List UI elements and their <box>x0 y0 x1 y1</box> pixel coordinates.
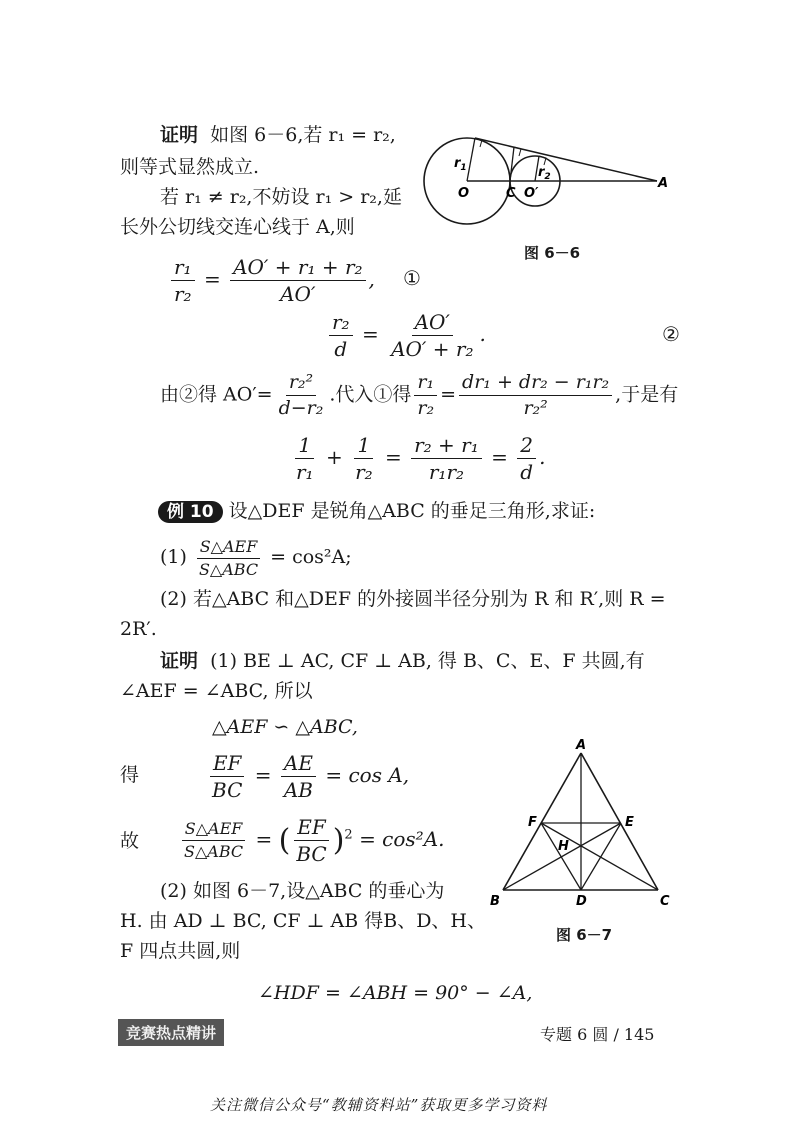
proof1-line4: 长外公切线交连心线于 A,则 <box>120 216 355 238</box>
eq3-frac3: $\frac{\text{dr₁ + dr₂ − r₁r₂}}{\text{r₂²}}$ <box>459 372 612 419</box>
equation-1: $\frac{\text{r₁}}{\text{r₂}}$ = $\frac{\text{AO′ + r₁ + r₂}}{AO'}$ , <box>168 256 375 305</box>
example-10-heading: 例 10 设△DEF 是锐角△ABC 的垂足三角形,求证: <box>158 500 595 523</box>
proof2-line5: H. 由 AD ⊥ BC, CF ⊥ AB 得B、D、H、 <box>120 910 487 932</box>
label-H: H <box>558 839 569 854</box>
radius-r1 <box>467 138 475 181</box>
eq2-rhs: $\frac{AO'}{\text{AO′ + r₂}}$ <box>391 310 474 361</box>
proof-label: 证明 <box>160 124 199 146</box>
figure-6-7 <box>488 735 678 910</box>
equation-1-marker: ① <box>403 266 421 290</box>
label-C: C <box>506 186 516 201</box>
label-r2: $r_2$ <box>538 165 551 182</box>
label-Oprime: O′ <box>524 186 539 201</box>
proof2-gu-equation: $\frac{\text{S△AEF}}{\text{S△ABC}}$ = ( $\frac{EF}{BC}$ )$^2$ = cos²A. <box>178 816 445 865</box>
proof2-line6: F 四点共圆,则 <box>120 940 241 962</box>
segment-FD <box>541 823 581 890</box>
label-A: A <box>576 738 587 753</box>
equation-3: 由②得 AO′= $\frac{\text{r₂²}}{\text{d−r₂}}$ .代入①得 $\frac{\text{r₁}}{\text{r₂}}$ = $\frac{\text{dr₁ + dr₂ − r₁r₂}}{\text{r₂²}}$ ,于是有 <box>160 371 679 419</box>
label-D: D <box>576 894 587 909</box>
altitude-CF <box>541 823 658 890</box>
example-10-part1: (1) $\frac{\text{S△AEF}}{\text{S△ABC}}$ = cos²A; <box>160 537 352 579</box>
tangent-line <box>475 138 657 181</box>
proof2-label: 证明 <box>160 650 199 672</box>
eq3-frac1: $\frac{\text{r₂²}}{\text{d−r₂}}$ <box>278 371 324 419</box>
figure-6-7-caption: 图 6－7 <box>556 926 613 944</box>
proof2-line7: ∠HDF = ∠ABH = 90° − ∠A, <box>258 982 533 1004</box>
equation-2: $\frac{\text{r₂}}{d}$ = $\frac{AO'}{\text{AO′ + r₂}}$ . <box>326 311 486 360</box>
label-O: O <box>458 186 470 201</box>
figure-6-6-caption: 图 6－6 <box>524 244 581 262</box>
footer-page-info: 专题 6 圆 / 145 <box>540 1025 655 1044</box>
eq2-lhs: $\frac{\text{r₂}}{d}$ <box>329 311 353 360</box>
altitude-BE <box>503 823 621 890</box>
equation-2-marker: ② <box>662 322 680 346</box>
footer-series-tag: 竞赛热点精讲 <box>118 1019 224 1046</box>
eq1-lhs: $\frac{\text{r₁}}{\text{r₂}}$ <box>171 256 195 305</box>
proof2-line2: ∠AEF = ∠ABC, 所以 <box>120 680 313 702</box>
proof2-de-equation: $\frac{EF}{BC}$ = $\frac{AE}{AB}$ = cos A, <box>206 752 409 801</box>
label-r1: $r_1$ <box>454 156 467 173</box>
proof2-line3: △AEF ∽ △ABC, <box>212 716 358 738</box>
label-F: F <box>528 815 537 830</box>
mid-tangent <box>510 147 514 181</box>
example-badge: 例 10 <box>158 501 223 523</box>
right-angle-2 <box>514 147 521 156</box>
bottom-watermark-note: 关注微信公众号“教辅资料站”获取更多学习资料 <box>210 1096 548 1114</box>
proof2-line4: (2) 如图 6－7,设△ABC 的垂心为 <box>160 880 445 902</box>
right-angle-3 <box>539 156 546 165</box>
example-10-part2-line2: 2R′. <box>120 618 157 640</box>
gu-label: 故 <box>120 830 140 852</box>
segment-ED <box>581 823 621 890</box>
equation-4: $\frac{1}{\text{r₁}}$ + $\frac{1}{\text{r₂}}$ = $\frac{\text{r₂ + r₁}}{\text{r₁r₂}}$ = $\frac{2}{d}$ . <box>296 433 546 484</box>
proof1-line3: 若 r₁ ≠ r₂,不妨设 r₁ > r₂,延 <box>160 186 402 208</box>
label-B: B <box>490 894 500 909</box>
label-A: A <box>658 176 669 191</box>
eq1-rhs: $\frac{\text{AO′ + r₁ + r₂}}{AO'}$ <box>230 256 365 305</box>
proof1-line1 <box>160 124 396 147</box>
proof2-line1: 证明 (1) BE ⊥ AC, CF ⊥ AB, 得 B、C、E、F 共圆,有 <box>160 650 645 672</box>
label-C: C <box>660 894 670 909</box>
proof1-text1: 如图 6－6,若 r₁ = r₂, <box>210 124 396 146</box>
example-10-part2-line1: (2) 若△ABC 和△DEF 的外接圆半径分别为 R 和 R′,则 R = <box>160 588 666 610</box>
proof1-line2: 则等式显然成立. <box>120 156 260 178</box>
figure-6-6 <box>420 125 680 235</box>
de-label: 得 <box>120 764 140 786</box>
label-E: E <box>625 815 634 830</box>
eq3-frac2: $\frac{\text{r₁}}{\text{r₂}}$ <box>414 372 437 419</box>
